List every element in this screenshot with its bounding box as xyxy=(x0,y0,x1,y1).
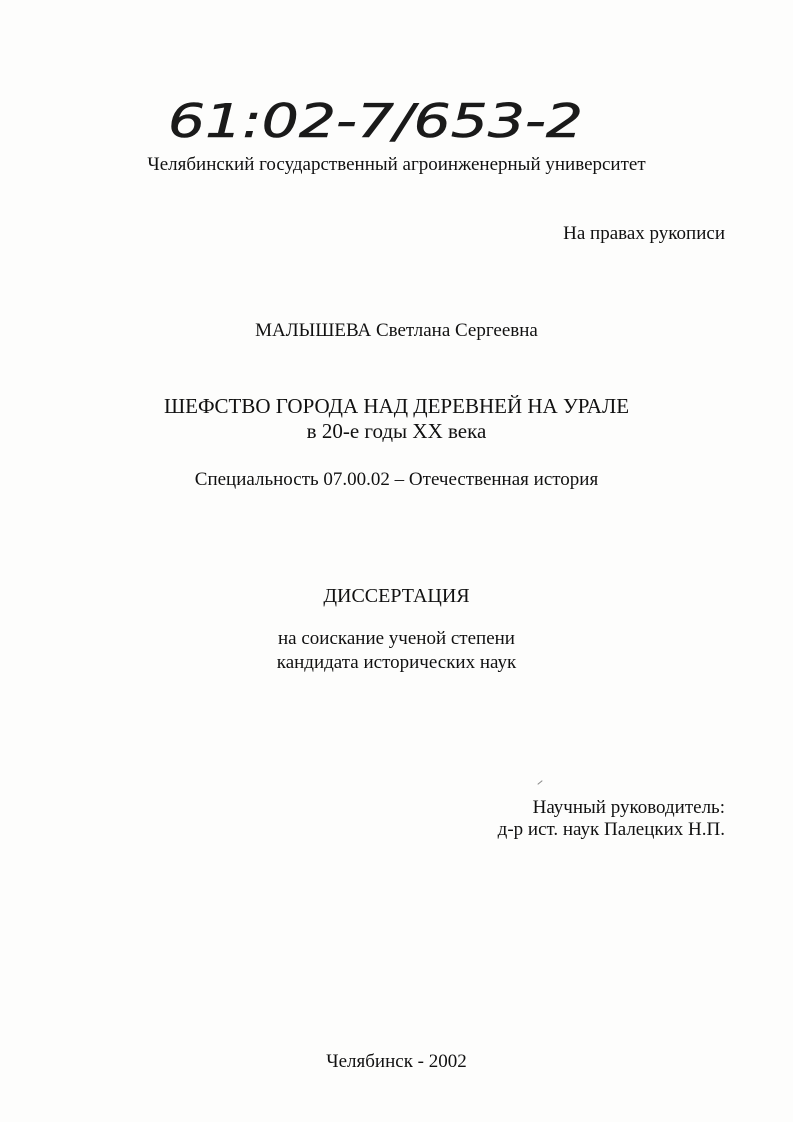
supervisor-label: Научный руководитель: xyxy=(532,797,725,818)
scan-mark xyxy=(537,780,542,785)
dissertation-title-period: в 20-е годы XX века xyxy=(306,419,487,443)
manuscript-rights-note: На правах рукописи xyxy=(563,223,725,244)
work-type: ДИССЕРТАЦИЯ xyxy=(323,585,470,607)
degree-purpose-line2: кандидата исторических наук xyxy=(276,652,517,673)
supervisor-name: д-р ист. наук Палецких Н.П. xyxy=(497,819,725,840)
author-name: МАЛЫШЕВА Светлана Сергеевна xyxy=(255,320,538,341)
university-name: Челябинский государственный агроинженерный университет xyxy=(147,154,646,175)
handwritten-catalog-mark xyxy=(168,92,588,152)
dissertation-title: ШЕФСТВО ГОРОДА НАД ДЕРЕВНЕЙ НА УРАЛЕ xyxy=(163,394,630,418)
degree-purpose-line1: на соискание ученой степени xyxy=(278,628,515,649)
svg-text:61:02-7/653-2: 61:02-7/653-2 xyxy=(168,94,583,148)
specialty: Специальность 07.00.02 – Отечественная история xyxy=(194,469,599,490)
city-year: Челябинск - 2002 xyxy=(326,1051,467,1072)
